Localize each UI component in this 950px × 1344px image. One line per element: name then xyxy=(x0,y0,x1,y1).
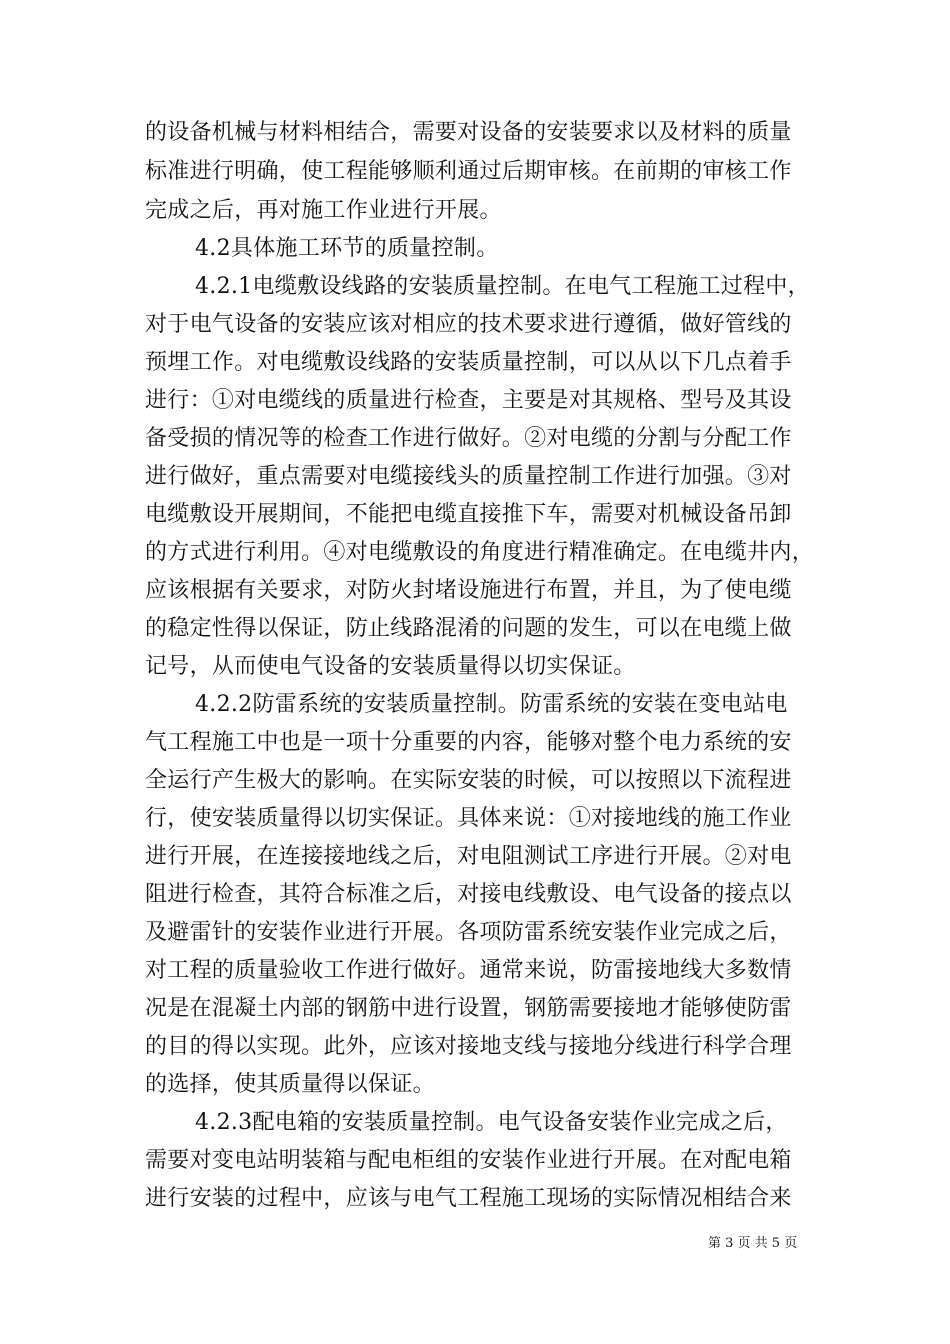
paragraph-line: 气工程施工中也是一项十分重要的内容，能够对整个电力系统的安 xyxy=(145,730,792,755)
paragraph-line: 全运行产生极大的影响。在实际安装的时候，可以按照以下流程进 xyxy=(145,768,792,793)
paragraph-line: 及避雷针的安装作业进行开展。各项防雷系统安装作业完成之后， xyxy=(145,920,792,945)
paragraph-line: 的选择，使其质量得以保证。 xyxy=(145,1072,435,1097)
page-number-footer: 第 3 页 共 5 页 xyxy=(708,1236,798,1251)
paragraph-line: 况是在混凝土内部的钢筋中进行设置，钢筋需要接地才能够使防雷 xyxy=(145,996,792,1021)
section-heading: 4.2具体施工环节的质量控制。 xyxy=(195,236,499,261)
subsection-heading-line: 4.2.2防雷系统的安装质量控制。防雷系统的安装在变电站电 xyxy=(195,692,788,717)
paragraph-line: 进行：①对电缆线的质量进行检查，主要是对其规格、型号及其设 xyxy=(145,388,792,413)
paragraph-line: 进行安装的过程中，应该与电气工程施工现场的实际情况相结合来 xyxy=(145,1186,792,1211)
paragraph-line: 预埋工作。对电缆敷设线路的安装质量控制，可以从以下几点着手 xyxy=(145,350,792,375)
paragraph-line: 完成之后，再对施工作业进行开展。 xyxy=(145,198,502,223)
paragraph-line: 进行做好，重点需要对电缆接线头的质量控制工作进行加强。③对 xyxy=(145,464,792,489)
paragraph-line: 应该根据有关要求，对防火封堵设施进行布置，并且，为了使电缆 xyxy=(145,578,792,603)
subsection-heading-line: 4.2.3配电箱的安装质量控制。电气设备安装作业完成之后， xyxy=(195,1110,788,1135)
paragraph-line: 进行开展，在连接接地线之后，对电阻测试工序进行开展。②对电 xyxy=(145,844,792,869)
paragraph-line: 的设备机械与材料相结合，需要对设备的安装要求以及材料的质量 xyxy=(145,120,792,145)
subsection-heading-line: 4.2.1电缆敷设线路的安装质量控制。在电气工程施工过程中， xyxy=(195,274,810,299)
paragraph-line: 对于电气设备的安装应该对相应的技术要求进行遵循，做好管线的 xyxy=(145,312,792,337)
paragraph-line: 的稳定性得以保证，防止线路混淆的问题的发生，可以在电缆上做 xyxy=(145,616,792,641)
paragraph-line: 对工程的质量验收工作进行做好。通常来说，防雷接地线大多数情 xyxy=(145,958,792,983)
paragraph-line: 备受损的情况等的检查工作进行做好。②对电缆的分割与分配工作 xyxy=(145,426,792,451)
paragraph-line: 需要对变电站明装箱与配电柜组的安装作业进行开展。在对配电箱 xyxy=(145,1148,792,1173)
paragraph-line: 标准进行明确，使工程能够顺利通过后期审核。在前期的审核工作 xyxy=(145,159,792,184)
paragraph-line: 记号，从而使电气设备的安装质量得以切实保证。 xyxy=(145,654,636,679)
paragraph-line: 阻进行检查，其符合标准之后，对接电线敷设、电气设备的接点以 xyxy=(145,882,792,907)
paragraph-line: 行，使安装质量得以切实保证。具体来说：①对接地线的施工作业 xyxy=(145,806,792,831)
paragraph-line: 电缆敷设开展期间，不能把电缆直接推下车，需要对机械设备吊卸 xyxy=(145,502,792,527)
paragraph-line: 的方式进行利用。④对电缆敷设的角度进行精准确定。在电缆井内， xyxy=(145,540,815,565)
paragraph-line: 的目的得以实现。此外，应该对接地支线与接地分线进行科学合理 xyxy=(145,1034,792,1059)
